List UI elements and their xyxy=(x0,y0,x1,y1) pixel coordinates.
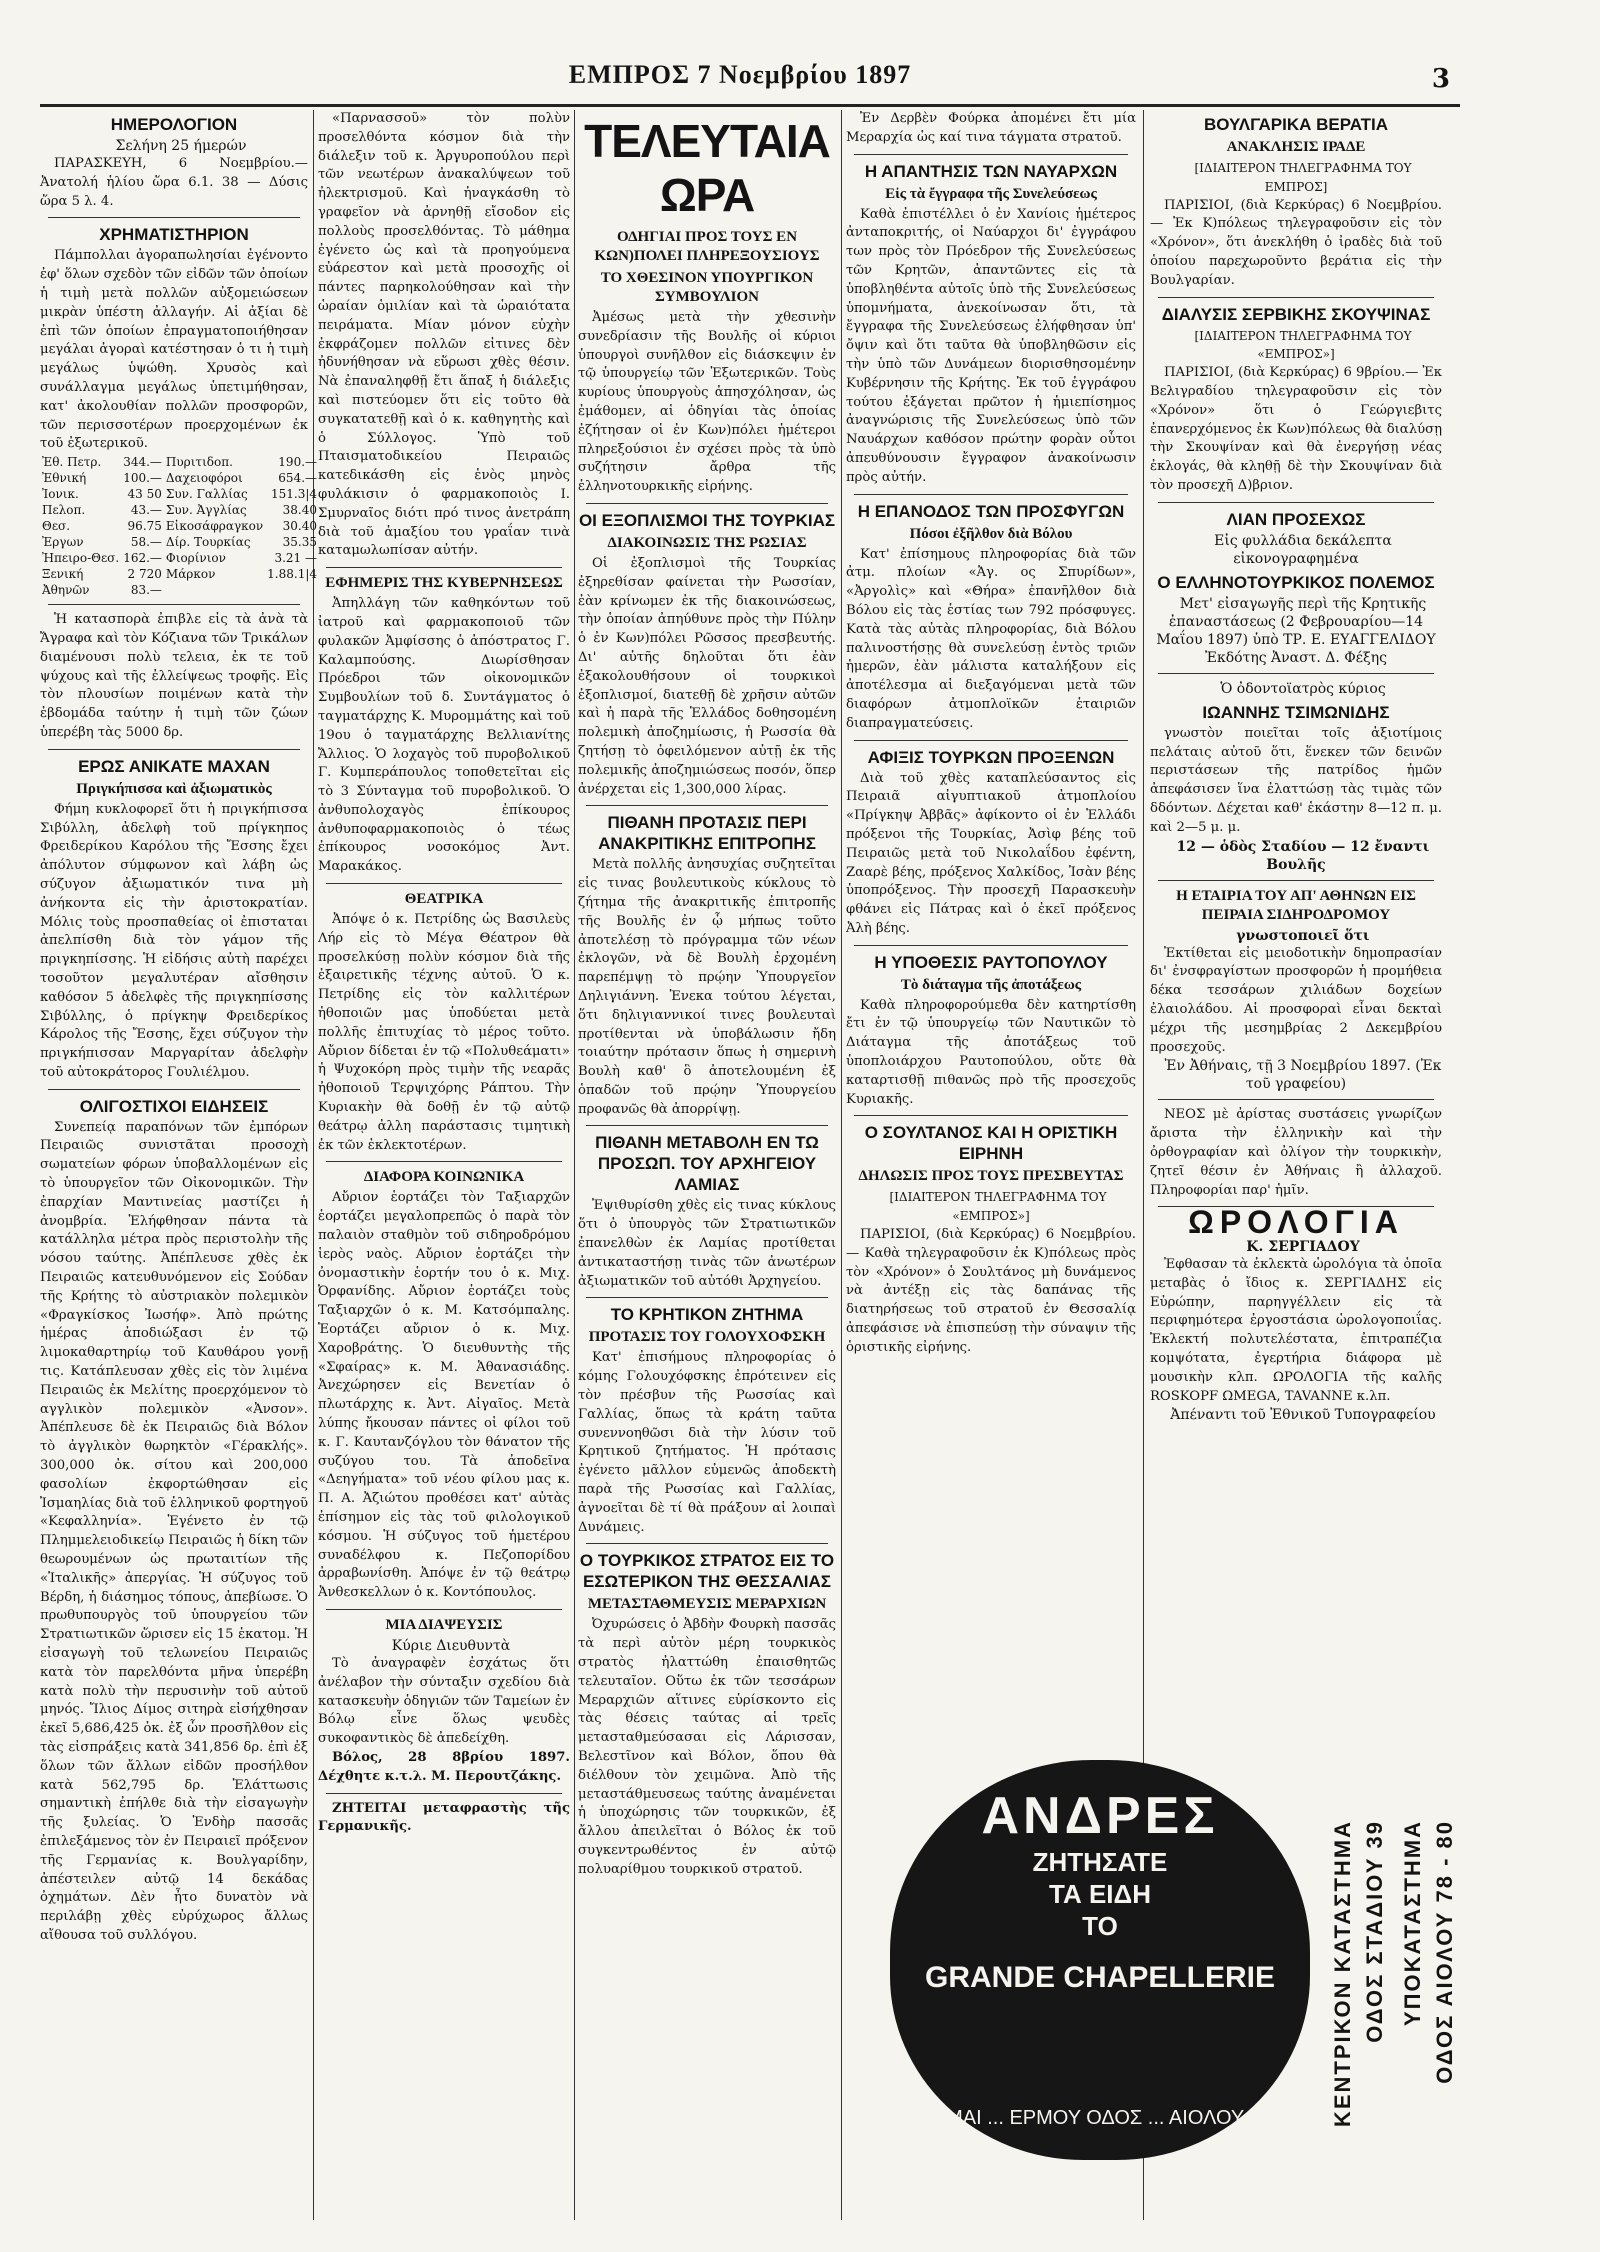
column-1 xyxy=(40,110,318,2220)
young-man-ad: ΝΕΟΣ μὲ ἀρίστας συστάσεις γνωρίζων ἄριστα τὴν ἑλληνικὴν καὶ τὴν ὀρθογραφίαν καὶ ὀλίγον τὴν τουρκικὴν, ζητεῖ θέσιν ἐν Ἀθήναις ἢ ἀλλαχοῦ. Πληροφορίαι παρ' ἡμῖν. xyxy=(1150,1107,1442,1198)
dentist-address: 12 — ὁδὸς Σταδίου — 12 ἔναντι Βουλῆς xyxy=(1176,838,1430,873)
stock-cell: 3.21 — xyxy=(274,551,318,566)
divider xyxy=(1158,673,1434,674)
divider xyxy=(854,1115,1128,1116)
theatre-heading: ΘΕΑΤΡΙΚΑ xyxy=(404,891,484,908)
bulgarian-subheading: ΑΝΑΚΛΗΣΙΣ ΙΡΑΔΕ xyxy=(1226,139,1366,155)
stock-row xyxy=(40,454,319,470)
hat-shop-ad xyxy=(890,1760,1310,2160)
stock-cell: Εἰκοσάφραγκον xyxy=(165,519,264,534)
stock-row xyxy=(40,566,319,582)
stock-cell: 654.— xyxy=(278,471,318,486)
divider xyxy=(1158,1099,1434,1100)
admirals-subheading: Εἰς τὰ ἔγγραφα τῆς Συνελεύσεως xyxy=(885,185,1097,202)
railway-text: Ἐκτίθεται εἰς μειοδοτικὴν δημοπρασίαν δι' ἐνσφραγίστων προσφορῶν ἡ προμήθεια δέκα τεσσάρων χιλιάδων δοχείων ἐλαιολάδου. Αἱ προσφοραὶ εἶναι δεκταὶ μέχρι τῆς μεσημβρίας 2 Δεκεμβρίου προσεχοῦς. xyxy=(1150,945,1442,1055)
stock-cell: 344.— xyxy=(123,455,162,470)
refugees-heading: Η ΕΠΑΝΟΔΟΣ ΤΩΝ ΠΡΟΣΦΥΓΩΝ xyxy=(857,501,1125,521)
stock-cell xyxy=(164,582,265,598)
stock-row xyxy=(40,502,319,518)
sultan-tag: [ΙΔΙΑΙΤΕΡΟΝ ΤΗΛΕΓΡΑΦΗΜΑ ΤΟΥ «ΕΜΠΡΟΣ»] xyxy=(889,1190,1107,1224)
theatre-text: Ἀπόψε ὁ κ. Πετρίδης ὡς Βασιλεὺς Λήρ εἰς τὸ Μέγα Θέατρον θὰ προσελκύσῃ πολὺν κόσμον διὰ τῆς ἐξαιρετικῆς τέχνης αὐτοῦ. Ὁ κ. Πετρίδης εἰς τὸν καλλιτέρων ἡθοποιῶν μας ὑποδύεται μετὰ πολλῆς ἐπιτυχίας τὸ μέρος τοῦτο. Αὔριον δίδεται ἐν τῷ «Πολυθεάματι» ἡ Ψυχοκόρη πρὸς τιμὴν τῆς νεαρᾶς ἠθοποιοῦ Τερψιχόρης Ράπτου. Τὴν Κυριακὴν θὰ δοθῇ ἐν τῷ αὐτῷ θεάτρῳ ἀλλη παράστασις τιμητικὴ ἐκ τῶν ἐκλεκτοτέρων. xyxy=(318,912,570,1153)
divider xyxy=(48,604,300,605)
calendar-heading: ΗΜΕΡΟΛΟΓΙΟΝ xyxy=(110,115,238,134)
stock-cell: 100.— xyxy=(123,471,162,486)
gazette-text: Ἀπηλλάγη τῶν καθηκόντων τοῦ ἰατροῦ καὶ φαρμακοποιοῦ τῶν φυλακῶν Ἀμφίσσης ὁ ἀπόστρατος Γ. Καλαμπούσης. Διωρίσθησαν Πρόεδροι τῶν οἰκονομικῶν Συμβουλίων τοῦ δ. Συντάγματος ὁ ταγματάρχης Κ. Μυρομμάτης καὶ τοῦ 19ου ὁ ταγματάρχης Βελλιανίτης Ἄλλιος. Ὁ λοχαγὸς τοῦ πυροβολικοῦ Γ. Κυμπεράπουλος τοποθετεῖται εἰς τὸ 3 Σύνταγμα τοῦ πυροβολικοῦ. Ὁ ἀνθυπολοχαγὸς ἐπίκουρος ἀνθυποφαρμακοποιὸς ὁ τέως ἐπίκουρος νοσοκόμος Ἀντ. Μαρακάκος. xyxy=(318,596,570,875)
stock-cell: 43 50 xyxy=(127,487,162,502)
divider xyxy=(326,1161,562,1162)
railway-heading: Η ΕΤΑΙΡΙΑ ΤΟΥ ΑΠ' ΑΘΗΝΩΝ ΕΙΣ ΠΕΙΡΑΙΑ ΣΙΔΗΡΟΔΡΟΜΟΥ xyxy=(1176,887,1416,923)
clocks-owner: Κ. ΣΕΡΓΙΑΔΟΥ xyxy=(1246,1239,1360,1256)
dissolution-tag: [ΙΔΙΑΙΤΕΡΟΝ ΤΗΛΕΓΡΑΦΗΜΑ ΤΟΥ «ΕΜΠΡΟΣ»] xyxy=(1194,328,1412,362)
stock-cell: Ἰονικ. xyxy=(42,487,79,502)
column-divider xyxy=(841,110,842,2220)
stock-cell: 83.— xyxy=(130,583,162,598)
admirals-heading: Η ΑΠΑΝΤΗΣΙΣ ΤΩΝ ΝΑΥΑΡΧΩΝ xyxy=(864,161,1118,181)
armament-subheading: ΔΙΑΚΟΙΝΩΣΙΣ ΤΗΣ ΡΩΣΙΑΣ xyxy=(607,534,807,551)
book-ad-subheading: Εἰς φυλλάδια δεκάλεπτα εἰκονογραφημένα xyxy=(1214,532,1392,567)
denial-text: Τὸ ἀναγραφὲν ἐσχάτως ὅτι ἀνέλαβον τὴν σύνταξιν σχεδίου διὰ κατασκευὴν ὁδηγιῶν τῶν Ταμείων ἐν Βόλῳ εἶνε ὅλως ψευδὲς συκοφαντικὸς δὲ ἀπεδείχθη. xyxy=(318,1655,570,1747)
dissolution-heading: ΔΙΑΛΥΣΙΣ ΣΕΡΒΙΚΗΣ ΣΚΟΥΨΙΝΑΣ xyxy=(1161,304,1431,324)
divider xyxy=(854,494,1128,495)
masthead xyxy=(40,60,1440,110)
stock-cell: 58.— xyxy=(130,535,162,550)
hat-ad-panel xyxy=(890,1760,1310,2160)
divider xyxy=(1158,502,1434,503)
stock-cell: Συν. Ἀγγλίας xyxy=(165,503,247,518)
bulgarian-tag: [ΙΔΙΑΙΤΕΡΟΝ ΤΗΛΕΓΡΑΦΗΜΑ ΤΟΥ ΕΜΠΡΟΣ] xyxy=(1194,161,1412,194)
divider xyxy=(48,749,300,750)
stock-table xyxy=(40,454,319,598)
column-2 xyxy=(318,110,570,2220)
stock-cell: 1.88.1|4 xyxy=(267,567,318,582)
hat-ad-side-label: ΟΔΟΣ ΑΙΟΛΟΥ 78 - 80 xyxy=(1432,1820,1457,2084)
dissolution-text: ΠΑΡΙΣΙΟΙ, (διὰ Κερκύρας) 6 9βρίου.— Ἐκ Βελιγραδίου τηλεγραφοῦσιν εἰς τὸν «Χρόνον» ὅτι ὁ Γεώργιεβιτς ἐπανερχόμενος ἐκ Κων)πόλεως θὰ διαλύσῃ τὴν Σκουψίναν καὶ θὰ ἐνεργήσῃ νέας ἐκλογάς, θὰ κληθῇ δὲ τὴν Σκουψίναν διὰ τὸν προσεχῆ Δ)βριον. xyxy=(1150,365,1443,493)
lamia-text: Ἐψιθυρίσθη χθὲς εἰς τινας κύκλους ὅτι ὁ ὑπουργὸς τῶν Στρατιωτικῶν ἐπανελθὼν ἐκ Λαμίας προτίθεται ἀντικαταστήσῃ τινὰς τῶν ἀνωτέρων ἀξιωματικῶν τοῦ αὐτόθι Ἀρχηγείου. xyxy=(578,1198,836,1289)
stock-cell: Ξενική xyxy=(42,567,84,582)
turkish-army-heading: Ο ΤΟΥΡΚΙΚΟΣ ΣΤΡΑΤΟΣ ΕΙΣ ΤΟ ΕΣΩΤΕΡΙΚΟΝ ΤΗΣ ΘΕΣΣΑΛΙΑΣ xyxy=(579,1551,835,1592)
raftopoulos-text: Καθὰ πληροφορούμεθα δὲν κατηρτίσθη ἔτι ἐν τῷ ὑπουργείῳ τῶν Ναυτικῶν τὸ Διάταγμα τῆς ἀποτάξεως τοῦ ὑποπλοιάρχου Ραυτοπούλου, οὔτε θὰ καταρτισθῇ πιθανῶς πρὸ τῆς προσεχοῦς Κυριακῆς. xyxy=(846,997,1136,1107)
book-ad-heading: ΛΙΑΝ ΠΡΟΣΕΧΩΣ xyxy=(1226,509,1366,529)
moon-phase: Σελήνη 25 ήμερών xyxy=(115,138,247,154)
divider xyxy=(586,1543,828,1544)
divider xyxy=(854,154,1128,155)
denial-heading: ΜΙΑ ΔΙΑΨΕΥΣΙΣ xyxy=(385,1616,503,1633)
clocks-text: Ἐφθασαν τὰ ἐκλεκτὰ ὡρολόγια τὰ ὁποῖα μεταβὰς ὁ ἴδιος κ. ΣΕΡΓΙΑΔΗΣ εἰς Εὐρώπην, παρηγγέλλειν εἰς τὰ περιφημότερα ἐργοστάσια ὡρολογοποιΐας. Ἐκλεκτή πολυτελέστατα, ἐπιτραπέζια κομψότατα, ἐγερτήρια διάφορα μὲ μουσικὴν κλπ. ΩΡΟΛΟΓΙΑ τῆς καλῆς ROSKOPF ΩMEGA, TAVANNE κ.λπ. xyxy=(1150,1257,1442,1404)
stock-cell: 96.75 xyxy=(127,519,162,534)
love-story-heading: ΕΡΩΣ ΑΝΙΚΑΤΕ ΜΑΧΑΝ xyxy=(78,756,270,776)
stock-row xyxy=(40,486,319,502)
refugees-text: Κατ' ἐπίσημους πληροφορίας διὰ τῶν ἀτμ. πλοίων «Ἀγ. ος Σπυρίδων», «Ἀργολὶς» καὶ «Θήρα» ἐπανῆλθον διὰ Βόλου εἰς τὰς ἑστίας των 792 πρόσφυγες. Κατὰ τὰς αὐτὰς πληροφορίας, διὰ Βόλου παλινοστήσῃς θὰ συνελεύσῃ ἐντὸς τριῶν ἡμερῶν, ἐὰν μάλιστα καταλήξουν εἰς ἀποτέλεσμα αἱ διεξαγόμεναι μετὰ τῶν διαφόρων ἀτμοπλοϊκῶν ἑταιριῶν διαπραγματεύσεις. xyxy=(846,546,1136,731)
raftopoulos-heading: Η ΥΠΟΘΕΣΙΣ ΡΑΥΤΟΠΟΥΛΟΥ xyxy=(874,952,1108,972)
clocks-address: Ἀπέναντι τοῦ Ἐθνικοῦ Τυπογραφείου xyxy=(1170,1407,1436,1424)
lamia-heading: ΠΙΘΑΝΗ ΜΕΤΑΒΟΛΗ ΕΝ ΤΩ ΠΡΟΣΩΠ. ΤΟΥ ΑΡΧΗΓΕΙΟΥ ΛΑΜΙΑΣ xyxy=(595,1133,819,1195)
brief-news-text: Συνεπείᾳ παραπόνων τῶν ἐμπόρων Πειραιῶς συνιστᾶται προσοχὴ σωματείων φόρων ὑποβαλλομένων εἰς τὸ ὑπουργεῖον τῶν Οἰκονομικῶν. Τὴν ἐπαρχίαν Μαντινείας μαστίζει ἡ ἀνομβρία. Ἐλήφθησαν πάντα τὰ κατάλληλα μέτρα πρὸς περιστολὴν τῆς νόσου ταύτης. Ἀπέπλευσε χθὲς ἐκ Πειραιῶς κατευθυνόμενον εἰς Σούδαν τῆς Κρήτης τὸ αὐστριακὸν πολεμικὸν «Φραγκίσκος Ἰωσήφ». Ἀπὸ πρώτης ἡμέρας ἀποδιώξασι ἐν τῷ λιμοκαθαρτηρίῳ τοῦ Καυθάρου γονῇ τις. Κατάπλευσαν χθὲς εἰς τὸν λιμένα Πειραιῶς ἐκ Μελίτης προερχόμενον τὸ αγγλικὸν πολεμικὸν «Ἀνσον». Ἀπέπλευσε δὲ ἐκ Πειραιῶς διὰ Βόλον τὸ ἀγγλικὸν θωρηκτὸν «Γέρακλής». 300,000 ὀκ. σίτου καὶ 200,000 φασολίων ἐκφορτώθησαν εἰς Ἰσμαηλίας διὰ τοῦ ἑλληνικοῦ φορτηγοῦ «Κεφαλληνία». Ἐγένετο ἐν τῷ Πλημμελειοδικείῳ Πειραιῶς ἡ δίκη τῶν θεωρουμένων ὡς πρωταιτίων τῆς «Ἰταλικῆς» ἀπεργίας. Ἡ σύζυγος τοῦ Βέρδη, ἡ διάσημος τόπους, ἀπεβίωσε. Ὁ πρωθυπουργὸς τοῦ ὑπουργείου τῶν Στρατιωτικῶν ὥρισεν εἰς 15 ἑκατομ. Ἡ εἰσαγωγὴ τοῦ τελωνείου Πειραιῶς κατὰ τὸν παρελθόντα μῆνα ὑπερέβη κατὰ πολὺ τὴν περυσινὴν τοῦ αὐτοῦ μηνός. Ἴλιος Δίμος σιτηρὰ εἰσήχθησαν ἐκεῖ 5,686,425 ὀκ. ἐξ ὧν προσῆλθον εἰς τὰς εἰσπράξεις κατὰ 341,856 δρ. ἐπὶ ἐξ ὅλων τῶν ἄλλων εἰδῶν προσήλθον κατὰ 562,795 δρ. Ἐλάττωσις σημαντικὴ ἐπήλθε διὰ τὴν εἰσαγωγὴν τῆς ξυλείας. Ὁ Ἐνδὴρ πασσᾶς ἐπιλεξάμενος τὸν ἐν Πειραιεῖ πρόξενον τῆς Γερμανίας κ. Βουλγαρίδην, ἀπέστειλεν αὐτῷ 14 δεκάδας ὀχημάτων. Δὲν ἦτο δυνατὸν νὰ περιλάβῃ χθὲς εὐρύχωρος ἄλλως αἴθουσα τοῦ συλλόγου. xyxy=(40,1119,308,1943)
exchange-heading: ΧΡΗΜΑΤΙΣΤΗΡΙΟΝ xyxy=(99,225,249,245)
column-divider xyxy=(574,110,575,2220)
divider xyxy=(326,567,562,568)
stock-cell: 30.40 xyxy=(282,519,318,534)
stock-cell: Φιορίνιον xyxy=(165,551,226,566)
council-heading: ΤΟ ΧΘΕΣΙΝΟΝ ΥΠΟΥΡΓΙΚΟΝ ΣΥΜΒΟΥΛΙΟΝ xyxy=(600,270,814,305)
stock-cell: Ἠπειρο-Θεσ. xyxy=(42,551,120,566)
stock-cell: 38.40 xyxy=(282,503,318,518)
masthead-title: ΕΜΠΡΟΣ 7 Νοεμβρίου 1897 xyxy=(568,60,912,89)
refugees-subheading: Πόσοι ἐξῆλθον διὰ Βόλου xyxy=(909,525,1073,542)
sultan-heading: Ο ΣΟΥΛΤΑΝΟΣ ΚΑΙ Η ΟΡΙΣΤΙΚΗ ΕΙΡΗΝΗ xyxy=(864,1123,1118,1164)
raftopoulos-subheading: Τὸ διάταγμα τῆς ἀποτάξεως xyxy=(900,976,1082,993)
divider xyxy=(586,1125,828,1126)
last-hour-headline: ΤΕΛΕΥΤΑΙΑ ΩΡΑ xyxy=(584,115,830,221)
instructions-heading: ΟΔΗΓΙΑΙ ΠΡΟΣ ΤΟΥΣ ΕΝ ΚΩΝ)ΠΟΛΕΙ ΠΛΗΡΕΞΟΥΣΙΟΥΣ xyxy=(594,229,820,264)
clocks-logo: ΩΡΟΛΟΓΙΑ xyxy=(1188,1204,1404,1241)
stock-cell: Συν. Γαλλίας xyxy=(165,487,248,502)
derven-text: Ἐν Δερβὲν Φούρκα ἀπομένει ἔτι μία Μεραρχία ὡς καί τινα τάγματα στρατοῦ. xyxy=(846,111,1136,145)
denial-signature: Βόλος, 28 8βρίου 1897. Δέχθητε κ.τ.λ. Μ. Περουτζάκης. xyxy=(318,1749,570,1784)
hat-ad-headline: ΑΝΔΡΕΣ xyxy=(981,1787,1219,1845)
stock-row xyxy=(40,470,319,486)
stock-cell: Μάρκον xyxy=(165,567,216,582)
divider xyxy=(854,945,1128,946)
love-story-text: Φήμη κυκλοφορεῖ ὅτι ἡ πριγκήπισσα Σιβύλλη, ἀδελφὴ τοῦ πρίγκηπος Φρειδερίκου Καρόλου τῆς Ἔσσης ἔχει ἀπόλυτον σύμφωνον καὶ λάβη ὡς σύζυγον ἀξιωματικόν τινα μὴ ἀνήκοντα εἰς τὴν ἀριστοκρατίαν. Μόλις τοὺς προσπαθείας οἱ ἐπισταται ἀπελπίσθη διὰ τὸν γάμον τῆς πριγκηπίσσης. Ἡ εἰδήσις αὐτὴ παρέχει τοσοῦτον μεγαλυτέραν αἴσθησιν καθόσον 5 ἀδελφὲς τῆς πριγκηπίσσης Σιβύλλης, ὁ πρίγκηψ Φρειδερίκος Κάρολος τῆς Ἔσσης, ἔχει σύζυγον τὴν πριγκήπισσαν Μαργαρίταν ἀδελφὴν τοῦ αὐτοκράτορος Γουλιέλμου. xyxy=(40,801,308,1080)
stock-cell: Δίρ. Τουρκίας xyxy=(165,535,251,550)
stock-cell: Ἐργων xyxy=(42,535,84,550)
divider xyxy=(1158,880,1434,881)
cretan-text: Κατ' ἐπισήμους πληροφορίας ὁ κόμης Γολουχόφσκης ἐπρότεινεν εἰς τὸν πρέσβυν τῆς Ρωσσίας καὶ Γαλλίας, ὅπως τὰ κράτη ταῦτα συνεννοηθῶσι διὰ τὴν λύσιν τοῦ Κρητικοῦ ζητήματος. Ἡ πρότασις ἐγένετο μᾶλλον εὐμενῶς ἀποδεκτὴ παρὰ τῆς Ρωσσίας καὶ Γαλλίας, ἀγνοεῖται δὲ τί θὰ πράξουν αἱ λοιπαὶ Δυνάμεις. xyxy=(578,1350,836,1535)
armament-text: Οἱ ἐξοπλισμοὶ τῆς Τουρκίας ἐξηρεθίσαν φαίνεται τὴν Ρωσσίαν, ἐὰν κρίνωμεν ἐκ τῆς διακοινώσεως, τὴν ὁποίαν ἀπηύθυνε πρὸς τὴν Πύλην ὁ ἐν Κων)πόλει Ρῶσσος πρεσβευτής. Δι' αὐτῆς δηλοῦται ὅτι ἐὰν ἐξακολουθήσουν οἱ τουρκικοὶ ἐξοπλισμοί, διατεθῇ δὲ χρῆσιν αὐτῶν καὶ ἡ παρὰ τῆς Ἑλλάδος δοθησομένη πολεμικὴ ἀποζημίωσις, ἡ Ρωσσία θὰ ζητήσῃ τὸ ὀφειλόμενον αὐτῇ ἐκ τῆς πολεμικῆς ἀποζημιώσεως ποσόν, ὅπερ ἀνέρχεται εἰς 1,300,000 λίρας. xyxy=(578,555,836,797)
proposal-text: Μετὰ πολλῆς ἀνησυχίας συζητεῖται εἰς τινας βουλευτικοὺς κύκλους τὸ ζήτημα τῆς ἀνακριτικῆς ἐπιτροπῆς τῆς Βουλῆς ἐν ᾧ μήπως τοῦτο ἀποτελέσῃ τὸ πρόγραμμα τῶν νέων ἐκλογῶν, νὰ δὲ Βουλὴ ἐρχομένη παρεπέμψῃ τὸ πρῴην Ὑπουργεῖον Δηλιγιάννη. Ἐνεκα τούτου λέγεται, ὅτι δηλιγιαννικοί τινες βουλευταὶ προτίθενται νὰ ὑποβάλωσιν ἤδη τοιαύτην πρότασιν ὅπως ἡ σημερινὴ Βουλὴ καθ' ὃ ἀποτελουμένη ἐξ ὁπαδῶν τοῦ πρῴην Ὑπουργείου προφανῶς θὰ ἀπορρίψῃ. xyxy=(578,857,836,1117)
council-text: Ἀμέσως μετὰ τὴν χθεσινὴν συνεδρίασιν τῆς Βουλῆς οἱ κύριοι ὑπουργοὶ συνῆλθον εἰς διάσκεψιν ἐν τῷ ὑπουργείῳ τῶν Ἐξωτερικῶν. Τοὺς κυρίους ὑπουργοὺς ἀπησχόλησαν, ὡς ἐμάθομεν, αἱ ὁδηγίαι τὰς ὁποίας ἐζήτησαν οἱ ἐν Κων)πόλει ἡμέτεροι πληρεξούσιοι ἐν σχέσει πρὸς τὰ ὑπὸ συζήτησιν ἄρθρα τῆς ἑλληνοτουρκικῆς εἰρήνης. xyxy=(578,310,836,495)
social-text: Αὔριον ἑορτάζει τὸν Ταξιαρχῶν ἑορτάζει μεγαλοπρεπῶς ὁ παρὰ τὸν παλαιὸν σταθμὸν τοῦ σιδηροδρόμου ἱερὸς ναὸς. Αὔριον ἑορτάζει τὴν ὀνομαστικὴν ἑορτήν του ὁ κ. Μιχ. Ὀρφανίδης. Αὔριον ἑορτάζει τοὺς Ταξιαρχῶν ὁ κ. Μ. Κατσόμπαλης. Ἑορτάζει αὔριον ὁ κ. Μιχ. Χαροβράτης. Ὁ διευθυντὴς τῆς «Σφαίρας» κ. Μ. Ἀθανασιάδης. Ἀνεχώρησεν εἰς Βενετίαν ὁ πλωτάρχης κ. Ἀντ. Αἰγαῖος. Μετὰ λύπης ἤκουσαν πάντες οἱ φίλοι τοῦ κ. Γ. Καυτανζόγλου τὸν θάνατον τῆς συζύγου του. Τὰ ἀποδεῖνα «Δεηγήματα» τοῦ νέου φίλου μας κ. Π. Α. Ἀζιώτου προθέσει κατ' αὐτὰς ἐπίσημον εἰς τὰς τοῦ φιλολογικοῦ κόσμου. Ἡ σύζυγος τοῦ ἡμετέρου συναδέλφου κ. Πεζοπορίδου ἀρραβωνίσθη. Ἀπόψε ἐν τῷ θεάτρῳ Ἀνθεσκελλων ὁ κ. Κοντόπουλος. xyxy=(318,1190,570,1601)
column-5 xyxy=(1150,110,1442,1750)
column-4 xyxy=(846,110,1136,1750)
stock-cell: 151.3|4 xyxy=(270,487,318,502)
stock-cell: 190.— xyxy=(278,455,318,470)
hat-ad-side-label: ΟΔΟΣ ΣΤΑΔΙΟΥ 39 xyxy=(1362,1820,1387,2043)
stock-row xyxy=(40,518,319,534)
stock-row xyxy=(40,534,319,550)
column-divider xyxy=(313,110,314,2220)
divider xyxy=(326,883,562,884)
divider xyxy=(326,1609,562,1610)
hat-ad-line-3: ΤΟ xyxy=(1082,1911,1118,1941)
cretan-heading: ΤΟ ΚΡΗΤΙΚΟΝ ΖΗΤΗΜΑ xyxy=(610,1305,804,1325)
turkish-army-text: Ὀχυρώσεις ὁ Ἀβδὴν Φουρκὴ πασσᾶς τὰ περὶ αὐτὸν μέρη τουρκικὸς στρατὸς ἠλαττώθη ἐπαισθητῶς τελευταῖον. Οὕτω ἐκ τῶν τεσσάρων Μεραρχιῶν αἵτινες εὑρίσκοντο εἰς τὰς θέσεις ταύτας αἱ τρεῖς μετασταθμεύσασαι εἰς Λάρισσαν, Βελεστῖνον καὶ Βόλον, ὅπου θὰ διέλθουν τὸν χειμῶνα. Ἀπὸ τῆς μεταστάθμευσεως ταύτης ἀναμένεται ἡ ὑποχώρησις τῶν τουρκικῶν, ἐξ ἄλλου ἀπειλεῖται ὁ Βόλος ἐκ τοῦ συγκεντρωθέντος ἐν αὐτῷ πολυαρίθμου τουρκικοῦ στρατοῦ. xyxy=(578,1617,836,1877)
book-ad-title: Ο ΕΛΛΗΝΟΤΟΥΡΚΙΚΟΣ ΠΟΛΕΜΟΣ xyxy=(1157,572,1435,592)
stock-cell: Ἐθνική xyxy=(42,471,87,486)
exchange-text: Πάμπολλαι ἀγοραπωλησίαι ἐγένοντο ἐφ' ὅλων σχεδὸν τῶν εἰδῶν τῶν ὁποίων ἡ τιμὴ μετὰ πολλῶν αὐξομειώσεων μικρὰν ὑπέστη ἀλλαγήν. Αἱ ἀξίαι δὲ ἐπὶ τῶν ὁποίων ἐπραγματοποιήθησαν μεγάλαι ἀγοραὶ κατέστησαν ὁ τι ἡ τιμὴ μεγάλως ὑψώθη. Χρυσὸς καὶ συνάλλαγμα μεγάλως ὑπετιμήθησαν, κατ' ἀκολουθίαν πολλῶν προσφορῶν, τῶν περισσοτέρων προερχομένων ἐκ τοῦ ἐξωτερικοῦ. xyxy=(40,248,308,452)
sultan-text: ΠΑΡΙΣΙΟΙ, (διὰ Κερκύρας) 6 Νοεμβρίου.— Καθὰ τηλεγραφοῦσιν ἐκ Κ)πόλεως πρὸς τὸν «Χρόνον» ὁ Σουλτάνος μὴ δυνάμενος νὰ ἀντέξῃ εἰς τὰς δαπάνας τῆς διατηρήσεως τοῦ στρατοῦ ἐν Θεσσαλίᾳ ἀπεφάσισε νὰ ἐπισπεύσῃ τὴν σύναψιν τῆς ὁριστικῆς εἰρήνης. xyxy=(846,1227,1136,1355)
gazette-heading: ΕΦΗΜΕΡΙΣ ΤΗΣ ΚΥΒΕΡΝΗΣΕΩΣ xyxy=(325,575,563,592)
brief-news-heading: ΟΛΙΓΟΣΤΙΧΟΙ ΕΙΔΗΣΕΙΣ xyxy=(79,1096,269,1116)
bulgarian-text: ΠΑΡΙΣΙΟΙ, (διὰ Κερκύρας) 6 Νοεμβρίου.— Ἐκ Κ)πόλεως τηλεγραφοῦσιν εἰς τὸν «Χρόνον», ὅτι ἀνεκλήθη ὁ ἰραδὲς διὰ τοῦ ὁποίου παρεχωροῦντο βεράτια εἰς τὴν Βουλγαρίαν. xyxy=(1150,197,1442,288)
divider xyxy=(48,217,300,218)
stock-row xyxy=(40,582,319,598)
divider xyxy=(586,1297,828,1298)
stock-cell xyxy=(265,582,319,598)
consuls-heading: ΑΦΙΞΙΣ ΤΟΥΡΚΩΝ ΠΡΟΞΕΝΩΝ xyxy=(867,747,1115,767)
hat-ad-line-1: ΖΗΤΗΣΑΤΕ xyxy=(1032,1847,1168,1877)
armament-heading: ΟΙ ΕΞΟΠΛΙΣΜΟΙ ΤΗΣ ΤΟΥΡΚΙΑΣ xyxy=(578,510,836,530)
stock-cell: Ἀθηνῶν xyxy=(42,583,90,598)
hat-ad-brand: GRANDE CHAPELLERIE xyxy=(924,1961,1276,1994)
stock-cell: Θεσ. xyxy=(42,519,71,534)
page-number: 3 xyxy=(1431,64,1450,94)
divider xyxy=(48,1089,300,1090)
divider xyxy=(586,805,828,806)
stock-cell: 35.35 xyxy=(282,535,318,550)
divider xyxy=(1158,297,1434,298)
divider xyxy=(586,503,828,504)
stock-cell: Δαχειοφόροι xyxy=(165,471,243,486)
dentist-text: γνωστὸν ποιεῖται τοῖς ἀξιοτίμοις πελάταις αὐτοῦ ὅτι, ἕνεκεν τῶν δεινῶν περιστάσεων τῆς πατρίδος ἡμῶν ἀπεφάσισεν ἵνα ἐλαττώσῃ τὰς τιμὰς τῶν δδόντων. Δέχεται καθ' ἑκάστην 8—12 π. μ. καὶ 2—5 μ. μ. xyxy=(1150,725,1442,835)
divider xyxy=(854,740,1128,741)
sultan-subheading: ΔΗΛΩΣΙΣ ΠΡΟΣ ΤΟΥΣ ΠΡΕΣΒΕΥΤΑΣ xyxy=(858,1168,1124,1185)
stock-cell: 43.— xyxy=(130,503,162,518)
dentist-name: ΙΩΑΝΝΗΣ ΤΣΙΜΩΝΙΔΗΣ xyxy=(1202,702,1390,722)
proposal-heading: ΠΙΘΑΝΗ ΠΡΟΤΑΣΙΣ ΠΕΡΙ ΑΝΑΚΡΙΤΙΚΗΣ ΕΠΙΤΡΟΠΗΣ xyxy=(598,813,816,854)
book-ad-text: Μετ' εἰσαγωγῆς περὶ τῆς Κρητικῆς ἐπαναστάσεως (2 Φεβρουαρίου—14 Μαΐου 1897) ὑπὸ ΤΡ. Ε. ΕΥΑΓΓΕΛΙΔΟΥ Ἐκδότης Ἀναστ. Δ. Φέξης xyxy=(1156,595,1436,666)
stock-cell: 162.— xyxy=(123,551,162,566)
railway-signature: Ἐν Ἀθήναις, τῇ 3 Νοεμβρίου 1897. (Ἐκ τοῦ γραφείου) xyxy=(1164,1058,1442,1093)
stock-cell: 2 720 xyxy=(127,567,162,582)
railway-subheading: γνωστοποιεῖ ὅτι xyxy=(1236,927,1370,944)
hat-ad-footer: ΤΙΜΑΙ ... ΕΡΜΟΥ ΟΔΟΣ ... ΑΙΟΛΟΥ 39 xyxy=(928,2107,1272,2129)
stock-cell: Πυριτιδοπ. xyxy=(165,455,233,470)
consuls-text: Διὰ τοῦ χθὲς καταπλεύσαντος εἰς Πειραιᾶ αἰγυπτιακοῦ ἀτμοπλοίου «Πρίγκηψ Ἀββᾶς» ἀφίκοντο οἱ ἐν Ἑλλάδι πρόξενοι τῆς Τουρκίας, Ἀσὶφ βέης τοῦ Πειραιῶς μετὰ τοῦ Νικολαΐδου ἐφέντη, Ζααρὲ βέης, πρόξενος Χαλκίδος, Ἰσὰν βέης ὑποπρόξενος. Τὴν προσεχῆ Παρασκευὴν φθάνει εἰς Πάτρας καὶ ὁ ἐκεῖ πρόξενος Ἀλὴ βέης. xyxy=(846,770,1136,936)
admirals-text: Καθὰ ἐπιστέλλει ὁ ἐν Χανίοις ἡμέτερος ἀνταποκριτής, οἱ Ναύαρχοι δι' ἐγγράφου των πρὸς τὸν Πρόεδρον τῆς Συνελεύσεως τῶν Κρητῶν, ἀπαντῶντες εἰς τὰ ὑποβληθέντα αὐτοῖς ὑπὸ τῆς Συνελεύσεως ὑπομνήματα, ἀνεκοίνωσαν ὅτι, τὰ ἔγγραφα τῆς Συνελεύσεως ἐλήφθησαν ὑπ' ὄψιν καὶ ὅτι ταῦτα θὰ ὑποβληθῶσιν εἰς τὴν ὑπὸ τῶν Δυνάμεων διορισθησομένην Κυβέρνησιν τῆς Κρήτης. Ἐκ τοῦ ἐγγράφου τούτου ἐξάγεται πρῶτον ἡ ἡμιεπίσημος ἀναγνώρισις τῆς Συνελεύσεως ὑπὸ τῶν Ναυάρχων καθόσον πρώτην φορὰν οὗτοι ἀπευθύνουσιν ἔγγραφον ἀνακοίνωσιν πρὸς αὐτήν. xyxy=(846,206,1136,485)
social-heading: ΔΙΑΦΟΡΑ ΚΟΙΝΩΝΙΚΑ xyxy=(363,1169,525,1186)
love-story-subheading: Πριγκήπισσα καὶ ἀξιωματικὸς xyxy=(76,780,272,797)
turkish-army-subheading: ΜΕΤΑΣΤΑΘΜΕΥΣΙΣ ΜΕΡΑΡΧΙΩΝ xyxy=(587,1596,827,1613)
calendar-date: ΠΑΡΑΣΚΕΥΗ, 6 Νοεμβρίου.—Ἀνατολή ἡλίου ὥρα 6.1. 38 — Δύσις ὥρα 5 λ. 4. xyxy=(40,156,308,209)
stock-cell: Ἐθ. Πετρ. xyxy=(42,455,102,470)
bulgarian-heading: ΒΟΥΛΓΑΡΙΚΑ ΒΕΡΑΤΙΑ xyxy=(1203,115,1389,134)
cretan-subheading: ΠΡΟΤΑΣΙΣ ΤΟΥ ΓΟΛΟΥΧΟΦΣΚΗ xyxy=(588,1329,826,1346)
lecture-text: «Παρνασσοῦ» τὸν πολὺν προσελθόντα κόσμον διὰ τὴν διάλεξιν τοῦ κ. Ἀργυροπούλου περὶ τῶν νεωτέρων ἀνακαλύψεων τοῦ ἠλεκτρισμοῦ. Καὶ ἠναγκάσθη τὸ γραφεῖον νὰ ἀρνηθῇ εἴσοδον εἰς πολλοὺς προσελθόντας. Τὸ μάθημα ἐγένετο ὡς καὶ τὰ προηγούμενα εὐάρεστον καὶ μετὰ προσοχῆς οἱ πάντες παρηκολούθησαν καὶ τὴν ὡραίαν ὁμιλίαν καὶ τὰ ὡραιότατα πειράματα. Μίαν μόνον εὐχὴν ἐκφράζομεν πολλῶν εἰτινες δὲν ἠδυνήθησαν νὰ εὕρωσι χθὲς θέσιν. Νὰ ἐπαναληφθῇ ἔτι ἅπαξ ἡ διάλεξις καὶ πιστεύομεν ὅτι εἰς τοῦτο θὰ συγκατατεθῇ καὶ ὁ κ. καθηγητὴς καὶ ὁ Σύλλογος. Ὑπὸ τοῦ Πταισματοδικείου Πειραιῶς κατεδικάσθη εἰς ἑνὸς μηνὸς φυλάκισιν ὁ φαρμακοποιὸς Ι. Σμυρναῖος διότι πρό τινος ἀνετράπη διὰ τοῦ ἁμαξίου του γραΐαν τινὰ καταμωλωπίσαν αὐτήν. xyxy=(318,111,570,559)
hat-ad-side-label: ΚΕΝΤΡΙΚΟΝ ΚΑΤΑΣΤΗΜΑ xyxy=(1330,1820,1355,2128)
stock-row xyxy=(40,550,319,566)
hat-ad-line-2: ΤΑ ΕΙΔΗ xyxy=(1049,1879,1151,1909)
hat-ad-side-label: ΥΠΟΚΑΤΑΣΤΗΜΑ xyxy=(1400,1820,1425,2027)
column-3 xyxy=(578,110,836,2220)
wanted-ad: ΖΗΤΕΙΤΑΙ μεταφραστὴς τῆς Γερμανικῆς. xyxy=(318,1800,570,1835)
top-rule xyxy=(40,104,1460,107)
dentist-intro: Ὁ ὀδοντοϊατρὸς κύριος xyxy=(1220,680,1386,697)
denial-salutation: Κύριε Διευθυντὰ xyxy=(391,1637,511,1654)
stock-cell: Πελοπ. xyxy=(42,503,86,518)
divider xyxy=(326,1793,562,1794)
exchange-text-2: Ἡ κατασπορὰ ἐπιβλε εἰς τὰ ἀνὰ τὰ Ἄγραφα καὶ τὸν Κόζιανα τῶν Τρικάλων διαμένουσι πολὺ τελεια, ἐκ τε τοῦ ψύχους καὶ τῆς ἐλλείψεως τροφῆς. Εἰς τὸν πλουσίων ποιμένων κατὰ τὴν ἐβδομάδα ταύτην ἡ τιμὴ τῶν ζώων ὑπερέβη τὰς 5000 δρ. xyxy=(40,612,308,740)
